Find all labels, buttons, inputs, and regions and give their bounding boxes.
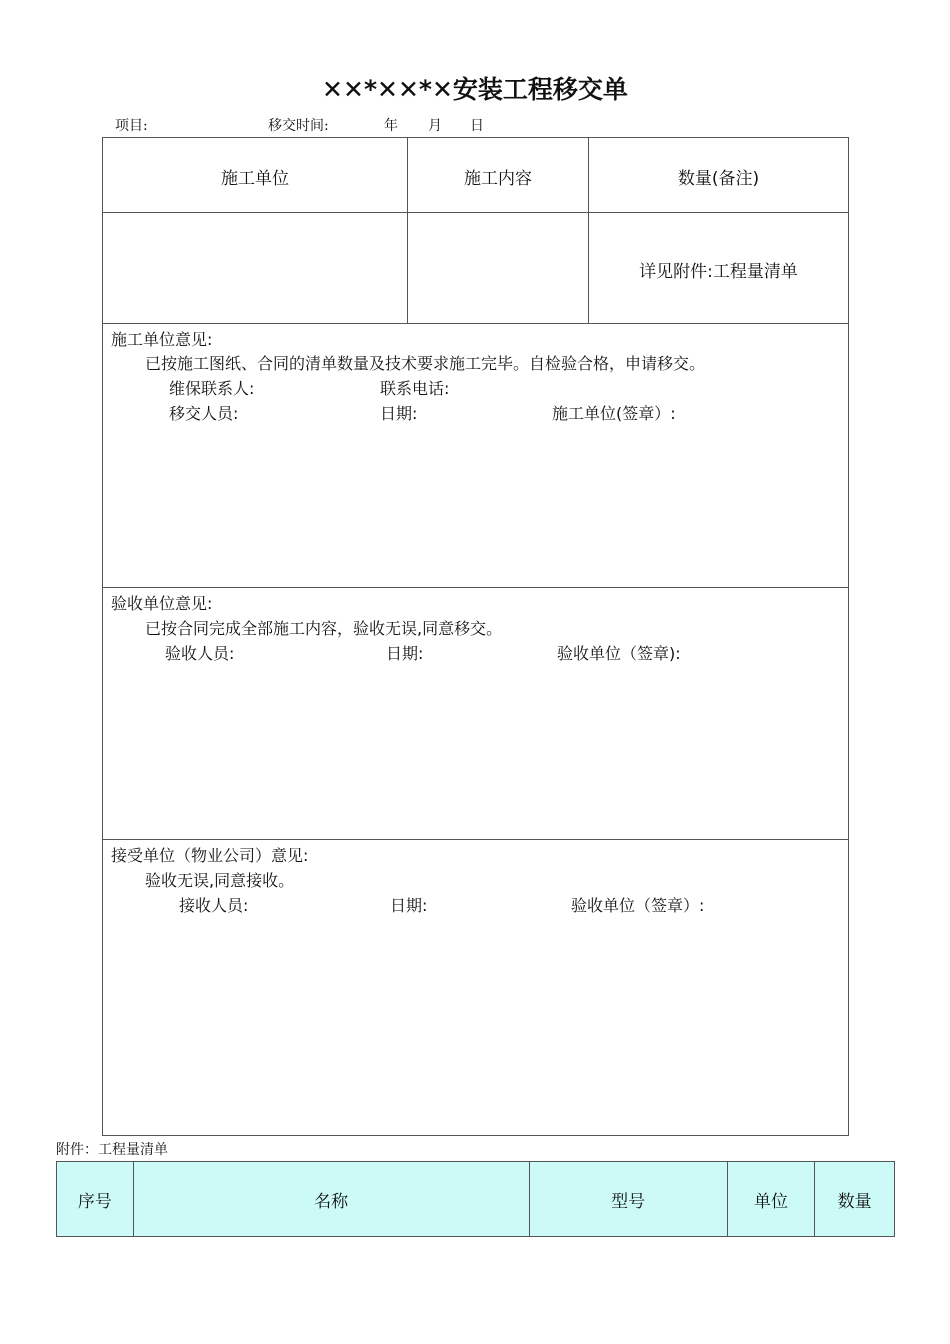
year-label: 年 (384, 118, 398, 134)
day-label: 日 (470, 118, 484, 134)
handover-form-table (102, 137, 849, 1136)
column-header-quantity: 数量 (815, 1162, 895, 1237)
acceptance-seal-label: 验收单位（签章): (557, 644, 681, 663)
receiver-date-label: 日期: (390, 896, 428, 915)
acceptance-opinion-heading: 验收单位意见: (111, 594, 213, 613)
maintenance-contact-label: 维保联系人: (169, 379, 255, 398)
table-row (57, 1162, 895, 1237)
acceptance-person-label: 验收人员: (165, 644, 235, 663)
column-header-unit: 单位 (727, 1162, 815, 1237)
header-construction-content: 施工内容 (464, 169, 532, 189)
handover-time-label: 移交时间: (268, 118, 329, 134)
row-divider (103, 587, 848, 588)
header-construction-unit: 施工单位 (221, 169, 289, 189)
acceptance-opinion-statement: 已按合同完成全部施工内容，验收无误,同意移交。 (145, 619, 503, 638)
receiver-seal-label: 验收单位（签章）: (571, 896, 705, 915)
column-header-index: 序号 (57, 1162, 134, 1237)
construction-seal-label: 施工单位(签章）: (552, 404, 676, 423)
construction-opinion-heading: 施工单位意见: (111, 330, 213, 349)
column-header-model: 型号 (529, 1162, 727, 1237)
construction-opinion-statement: 已按施工图纸、合同的清单数量及技术要求施工完毕。自检验合格，申请移交。 (145, 354, 706, 373)
month-label: 月 (428, 118, 442, 134)
contact-phone-label: 联系电话: (380, 379, 450, 398)
construction-date-label: 日期: (380, 404, 418, 423)
acceptance-date-label: 日期: (386, 644, 424, 663)
handover-person-label: 移交人员: (169, 404, 239, 423)
project-label: 项目: (115, 118, 148, 134)
attachment-table (56, 1161, 895, 1237)
header-quantity-remarks: 数量(备注) (677, 169, 760, 189)
receiver-person-label: 接收人员: (179, 896, 249, 915)
column-header-name: 名称 (133, 1162, 529, 1237)
row-divider (103, 323, 848, 324)
receiver-opinion-heading: 接受单位（物业公司）意见: (111, 846, 309, 865)
row-divider (103, 839, 848, 840)
receiver-opinion-statement: 验收无误,同意接收。 (145, 871, 295, 890)
attachment-label: 附件：工程量清单 (56, 1142, 168, 1158)
quantity-remarks-value: 详见附件:工程量清单 (639, 262, 798, 282)
row-divider (103, 212, 848, 213)
page-title: ✕✕*✕✕*✕安装工程移交单 (322, 75, 628, 104)
